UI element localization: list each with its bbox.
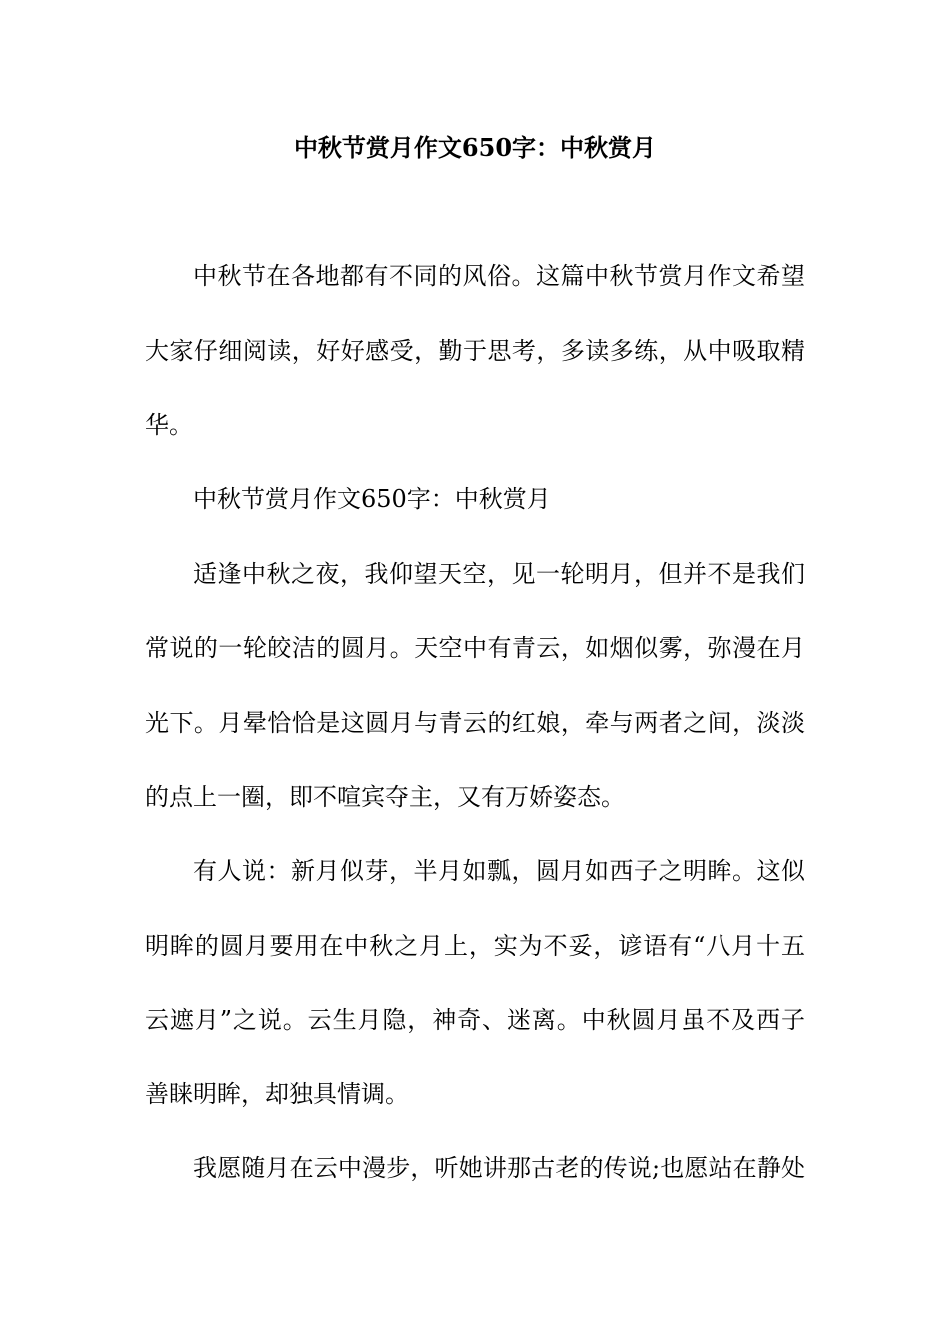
paragraph-line: 善睐明眸，却独具情调。 bbox=[145, 1080, 409, 1108]
document-title: 中秋节赏月作文650字：中秋赏月 bbox=[293, 133, 657, 162]
paragraph-line: 光下。月晕恰恰是这圆月与青云的红娘，牵与两者之间，淡淡 bbox=[145, 709, 805, 737]
paragraph-line: 云遮月”之说。云生月隐，神奇、迷离。中秋圆月虽不及西子 bbox=[145, 1006, 805, 1034]
paragraph-line: 中秋节赏月作文650字：中秋赏月 bbox=[193, 485, 551, 513]
paragraph-line: 的点上一圈，即不喧宾夺主，又有万娇姿态。 bbox=[145, 783, 625, 811]
paragraph-line: 常说的一轮皎洁的圆月。天空中有青云，如烟似雾，弥漫在月 bbox=[145, 634, 805, 662]
paragraph-line: 大家仔细阅读，好好感受，勤于思考，多读多练，从中吸取精 bbox=[145, 337, 805, 365]
paragraph-line: 有人说：新月似芽，半月如瓢，圆月如西子之明眸。这似 bbox=[193, 857, 805, 885]
paragraph-line: 我愿随月在云中漫步，听她讲那古老的传说;也愿站在静处 bbox=[193, 1154, 805, 1182]
paragraph-line: 中秋节在各地都有不同的风俗。这篇中秋节赏月作文希望 bbox=[193, 262, 805, 290]
paragraph-line: 华。 bbox=[145, 411, 193, 439]
paragraph-line: 明眸的圆月要用在中秋之月上，实为不妥，谚语有“八月十五 bbox=[145, 932, 805, 960]
paragraph-line: 适逢中秋之夜，我仰望天空，见一轮明月，但并不是我们 bbox=[193, 560, 805, 588]
